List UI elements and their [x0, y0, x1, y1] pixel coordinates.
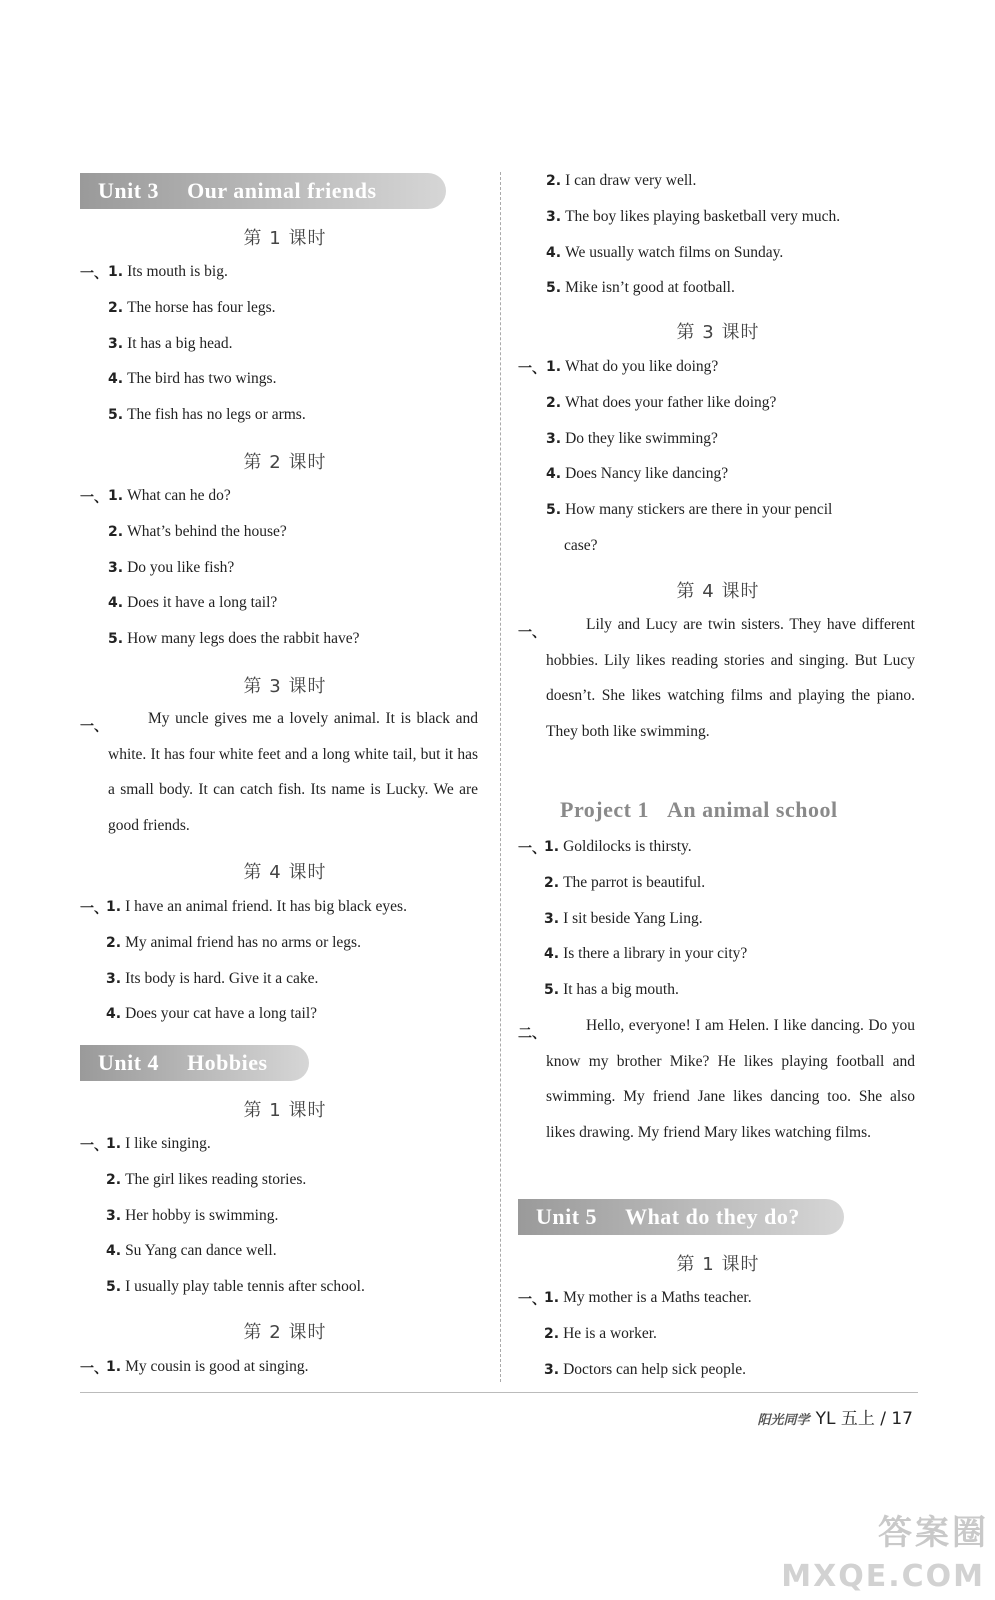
item-number: 5. [106, 1279, 122, 1296]
item-number: 3. [108, 559, 124, 576]
project-name: An animal school [667, 797, 838, 822]
item-text: He is a worker. [563, 1324, 657, 1342]
item-number: 1. [106, 899, 122, 915]
item-number: 1. [108, 488, 124, 504]
answer-item [80, 1003, 516, 1025]
answer-item [80, 297, 518, 319]
item-number: 1. [546, 359, 562, 375]
answer-item [518, 356, 946, 378]
item-number: 4. [108, 371, 124, 388]
lesson-title: 第 4 课时 [676, 581, 760, 602]
item-text: I can draw very well. [565, 172, 697, 189]
lesson-title: 第 2 课时 [243, 452, 327, 473]
watermark-site: MXQE.COM [781, 1559, 985, 1594]
paragraph-text: Hello, everyone! I am Helen. I like dancing. Do you know my brother Mike? He likes playing football and swimming. My friend Jane likes dancing too. She also likes drawing. My friend Mary likes watching films. [546, 1017, 915, 1141]
paragraph-text: Lily and Lucy are twin sisters. They have different hobbies. Lily likes reading stories and singing. But Lucy doesn’t. She likes watching films and playing the piano. They both like swimming. [546, 616, 915, 740]
item-text: Does Nancy like dancing? [565, 465, 729, 483]
answer-item [518, 277, 946, 299]
item-number: 4. [544, 946, 560, 963]
answer-item [80, 1240, 516, 1262]
answer-item [518, 499, 946, 521]
answer-item [518, 979, 944, 1001]
item-number: 1. [544, 839, 560, 855]
item-text: What’s behind the house? [127, 522, 287, 540]
answer-item [80, 1169, 516, 1191]
item-number: 2. [546, 173, 562, 189]
unit-number: Unit 3 [98, 178, 160, 203]
item-number: 4. [546, 466, 562, 483]
page-number: YL 五上 / 17 [815, 1409, 913, 1429]
section-marker: 一、 [80, 1138, 108, 1154]
item-number: 4. [106, 1243, 122, 1260]
item-text: I have an animal friend. It has big black eyes. [125, 898, 407, 915]
item-number: 1. [544, 1290, 560, 1306]
item-text: Its body is hard. Give it a cake. [125, 969, 319, 987]
item-text: Doctors can help sick people. [563, 1360, 746, 1378]
item-text: Does it have a long tail? [127, 594, 278, 612]
answer-item [518, 908, 944, 930]
unit-title: Hobbies [187, 1050, 268, 1075]
answer-item [80, 896, 516, 918]
item-number: 2. [108, 299, 124, 316]
paragraph-text: My uncle gives me a lovely animal. It is black and white. It has four white feet and a long white tail, but it has a small body. It can catch fish. Its name is Lucky. We are good friends. [108, 710, 478, 834]
answer-item [80, 628, 518, 650]
item-number: 5. [546, 502, 562, 519]
item-text: Su Yang can dance well. [125, 1242, 277, 1260]
answer-item [80, 404, 518, 426]
answer-item [80, 968, 516, 990]
project-title [560, 797, 838, 823]
section-marker: 一、 [80, 719, 108, 735]
item-number: 2. [544, 1325, 560, 1342]
brand-logo: 阳光同学 [757, 1413, 810, 1428]
section-marker: 一、 [80, 266, 108, 282]
item-number: 3. [546, 208, 562, 225]
answer-item [518, 242, 946, 264]
item-text: The fish has no legs or arms. [127, 406, 306, 424]
answer-item [80, 932, 516, 954]
project-number: Project 1 [560, 797, 649, 822]
item-text: Does your cat have a long tail? [125, 1005, 318, 1023]
item-text: We usually watch films on Sunday. [565, 243, 784, 261]
answer-item [518, 206, 946, 228]
section-marker: 一、 [80, 490, 108, 506]
unit-number: Unit 4 [98, 1050, 160, 1075]
item-text: Its mouth is big. [127, 263, 228, 280]
answer-item [518, 428, 946, 450]
item-text: I usually play table tennis after school. [125, 1278, 365, 1296]
lesson-title: 第 1 课时 [676, 1254, 760, 1275]
answer-item [80, 592, 518, 614]
item-number: 3. [544, 910, 560, 927]
item-text: What does your father like doing? [565, 393, 777, 411]
unit3-banner [80, 173, 446, 209]
unit5-banner [518, 1199, 844, 1235]
item-text: How many stickers are there in your pencil [565, 501, 833, 519]
wrapped-line: case? [564, 537, 598, 554]
answer-item [80, 261, 518, 283]
section-marker: 一、 [518, 625, 546, 641]
answer-item [80, 485, 518, 507]
item-number: 3. [106, 970, 122, 987]
item-text: It has a big head. [127, 334, 233, 352]
item-number: 3. [546, 430, 562, 447]
answer-item [518, 872, 944, 894]
item-text: What do you like doing? [565, 358, 719, 375]
item-text: Goldilocks is thirsty. [563, 838, 692, 855]
item-text: The boy likes playing basketball very much. [565, 207, 841, 225]
item-text: The girl likes reading stories. [125, 1170, 307, 1188]
unit-title: Our animal friends [187, 178, 377, 203]
lesson-title: 第 3 课时 [676, 322, 760, 343]
answer-item [80, 1205, 516, 1227]
answer-item [80, 1356, 516, 1378]
item-number: 2. [546, 394, 562, 411]
item-number: 2. [544, 874, 560, 891]
unit-title: What do they do? [625, 1204, 800, 1229]
item-number: 1. [106, 1136, 122, 1152]
item-number: 4. [106, 1006, 122, 1023]
answer-paragraph [80, 701, 478, 843]
item-text: Do you like fish? [127, 558, 235, 576]
column-divider [500, 172, 501, 1382]
item-text: Mike isn’t good at football. [565, 279, 735, 297]
answer-item [80, 1133, 516, 1155]
item-text: Is there a library in your city? [563, 945, 748, 963]
section-marker: 二、 [518, 1026, 546, 1042]
item-text: I like singing. [125, 1135, 211, 1152]
answer-item [80, 521, 518, 543]
answer-item [518, 463, 946, 485]
item-number: 1. [108, 264, 124, 280]
answer-item [518, 1323, 944, 1345]
item-text: The horse has four legs. [127, 298, 276, 316]
item-text: What can he do? [127, 487, 231, 504]
item-text: My cousin is good at singing. [125, 1358, 309, 1375]
item-text: My mother is a Maths teacher. [563, 1289, 752, 1306]
section-marker: 一、 [518, 361, 546, 377]
lesson-title: 第 4 课时 [243, 862, 327, 883]
item-text: The parrot is beautiful. [563, 873, 706, 891]
item-number: 5. [108, 407, 124, 424]
answer-item [518, 1287, 944, 1309]
answer-paragraph [518, 607, 915, 749]
answer-paragraph [518, 1008, 915, 1150]
answer-item [80, 557, 518, 579]
answer-item [518, 943, 944, 965]
section-marker: 一、 [80, 901, 108, 917]
page-footer [758, 1404, 913, 1429]
item-number: 1. [106, 1359, 122, 1375]
answer-item [80, 1276, 516, 1298]
item-number: 2. [106, 1171, 122, 1188]
lesson-title: 第 2 课时 [243, 1322, 327, 1343]
item-text: The bird has two wings. [127, 370, 277, 388]
unit-number: Unit 5 [536, 1204, 598, 1229]
answer-item [80, 333, 518, 355]
item-text: Her hobby is swimming. [125, 1206, 279, 1224]
item-text: I sit beside Yang Ling. [563, 909, 703, 927]
answer-item [80, 368, 518, 390]
lesson-title: 第 3 课时 [243, 676, 327, 697]
item-number: 3. [106, 1207, 122, 1224]
lesson-title: 第 1 课时 [243, 228, 327, 249]
answer-item [518, 1359, 944, 1381]
item-number: 3. [544, 1361, 560, 1378]
item-number: 5. [544, 982, 560, 999]
item-number: 2. [106, 934, 122, 951]
section-marker: 一、 [518, 1292, 546, 1308]
item-number: 4. [108, 595, 124, 612]
answer-item [518, 836, 944, 858]
watermark-logo: 答案圈 [878, 1513, 989, 1553]
section-marker: 一、 [80, 1361, 108, 1377]
answer-item [518, 170, 946, 192]
item-text: Do they like swimming? [565, 429, 718, 447]
unit4-banner [80, 1045, 309, 1081]
item-number: 2. [108, 523, 124, 540]
section-marker: 一、 [518, 841, 546, 857]
lesson-title: 第 1 课时 [243, 1100, 327, 1121]
item-number: 5. [108, 631, 124, 648]
footer-rule [80, 1392, 918, 1393]
item-number: 4. [546, 244, 562, 261]
item-text: It has a big mouth. [563, 981, 679, 999]
item-text: My animal friend has no arms or legs. [125, 933, 361, 951]
item-text: How many legs does the rabbit have? [127, 630, 360, 648]
answer-item [518, 392, 946, 414]
item-number: 5. [546, 280, 562, 297]
item-number: 3. [108, 335, 124, 352]
